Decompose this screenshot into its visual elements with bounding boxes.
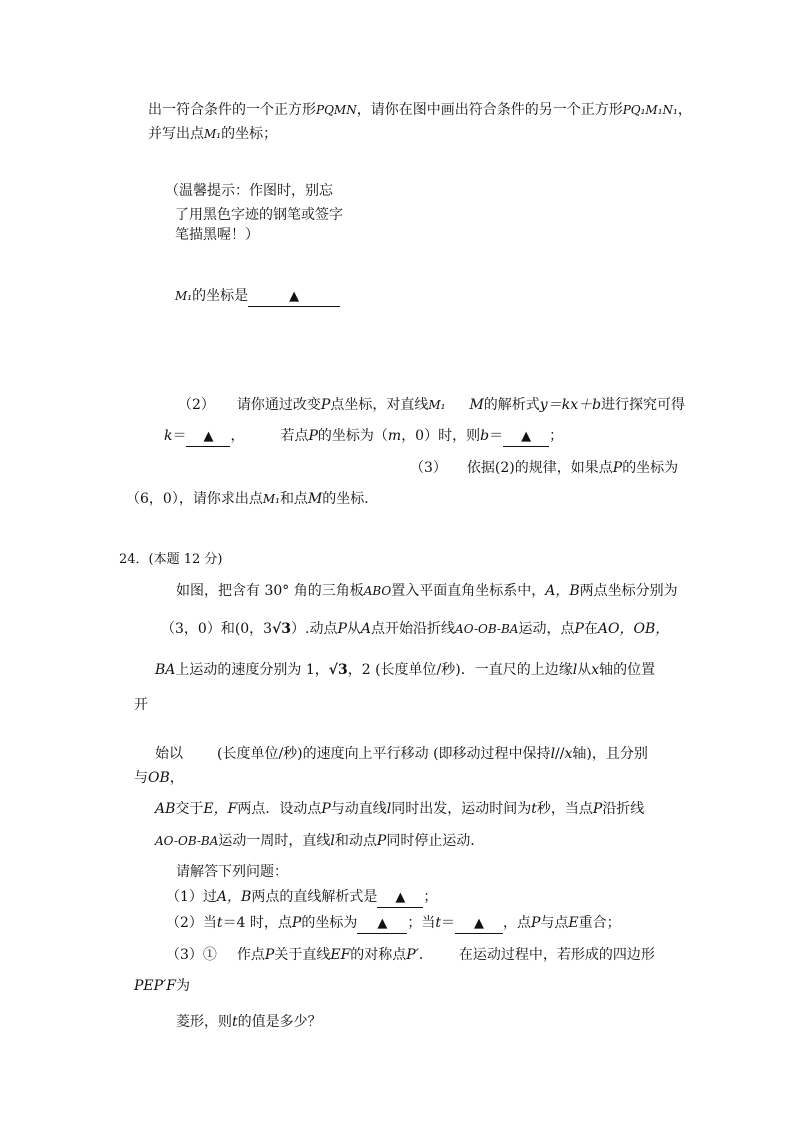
text: 两点坐标分别为 (579, 583, 678, 599)
text: 运动一周时，直线 (218, 833, 331, 849)
text: 和点 (279, 491, 308, 507)
text: 与点 (540, 915, 569, 931)
text: 从 (346, 621, 361, 637)
text: 的对称点 (350, 947, 407, 963)
text: 沿折线 (602, 801, 645, 817)
text: 的坐标是 (192, 288, 249, 304)
var-p: P (291, 915, 302, 931)
var-l: l (572, 662, 578, 678)
text: （6，0），请你求出点 (126, 491, 263, 507)
var-abo: ABO (363, 584, 392, 598)
var-p: P (612, 460, 623, 476)
top-line-2 (148, 125, 277, 143)
part2-line-1 (178, 396, 685, 414)
text: ，0）时，则 (401, 428, 481, 444)
hint-line-3: 笔描黑喔！） (175, 227, 259, 243)
text: 的值是多少？ (237, 1014, 322, 1030)
text: 从 (577, 662, 592, 678)
text: ＝4 时，点 (222, 915, 292, 931)
var-p: P (321, 801, 331, 817)
answer-blank[interactable]: ▲ (186, 428, 230, 447)
hint-line-2: 了用黑色字迹的钢笔或签字 (175, 207, 343, 223)
var-x: x (564, 746, 573, 762)
answer-blank[interactable]: ▲ (455, 915, 503, 934)
answer-blank[interactable]: ▲ (248, 288, 340, 307)
q24-line-3 (155, 661, 655, 679)
var-e: E (568, 915, 579, 931)
text: 同时出发，运动时间为 (391, 801, 532, 817)
q24-line-7 (155, 832, 484, 850)
text: 的解析式 (483, 397, 540, 413)
q24-sub-3-end (176, 1013, 322, 1031)
text: ）.动点 (291, 621, 338, 637)
text: ； (423, 889, 438, 905)
text: （3）① (166, 947, 217, 963)
var-quad: PEP′F (134, 978, 176, 994)
sqrt3: √3 (328, 662, 348, 678)
var-p: P (264, 947, 275, 963)
part3-line-1 (410, 459, 678, 477)
text: 若点 (280, 428, 309, 444)
var-b: b (480, 428, 490, 444)
q24-line-6 (155, 800, 644, 818)
var-p: P (574, 621, 584, 637)
q24-line-2 (161, 620, 669, 638)
part3-line-2 (126, 490, 378, 508)
text: 的坐标； (221, 126, 278, 142)
text: 秒，当点 (536, 801, 593, 817)
text: 依据(2)的规律，如果点 (466, 460, 613, 476)
text: 请你通过改变 (236, 397, 321, 413)
text: ；当 (407, 915, 436, 931)
text: 轴)，且分别 (572, 746, 648, 762)
text: 点坐标，对直线 (330, 397, 429, 413)
var-p-prime: P′ (406, 947, 419, 963)
var-path: AO-OB-BA (155, 834, 219, 848)
text: （3，0）和(0，3 (161, 621, 273, 637)
formula: y＝kx＋b (539, 397, 602, 413)
var-pqmn: PQMN (316, 103, 357, 117)
var-t: t (435, 915, 441, 931)
var-a: A (360, 621, 372, 637)
var-m1: M₁ (428, 398, 446, 412)
text: 在 (583, 621, 598, 637)
q24-sub-3-cont (134, 977, 190, 995)
text: ＝ (440, 915, 455, 931)
text: 为 (175, 978, 190, 994)
text: 交于 (175, 801, 204, 817)
text: 的坐标． (322, 491, 379, 507)
var-m1: M₁ (175, 289, 193, 303)
sqrt3: √3 (272, 621, 292, 637)
q24-sub-2 (166, 914, 621, 934)
answer-blank[interactable]: ▲ (377, 889, 423, 908)
var-x: x (591, 662, 600, 678)
var-m: M (307, 491, 323, 507)
var-ob: OB (148, 770, 170, 786)
text: 并写出点 (148, 126, 204, 142)
text: 两点．设动点 (237, 801, 322, 817)
text: 的坐标为（ (317, 428, 388, 444)
var-ef: EF (330, 947, 351, 963)
var-m1: M₁ (262, 492, 280, 506)
q24-intro: 请解答下列问题： (176, 864, 288, 880)
text: ． (418, 947, 433, 963)
text: （1）过 (166, 889, 217, 905)
var-p: P (320, 397, 331, 413)
text: （3） (410, 460, 447, 476)
q24-title: 24．(本题 12 分) (119, 552, 223, 567)
var-path: AO-OB-BA (455, 622, 519, 636)
q24-sub-3 (166, 946, 655, 964)
var-pq1m1n1: PQ₁M₁N₁ (622, 103, 678, 117)
text: 在运动过程中，若形成的四边形 (458, 947, 655, 963)
var-p: P (592, 801, 603, 817)
text: 上运动的速度分别为 1， (175, 662, 329, 678)
text: 置入平面直角坐标系中， (391, 583, 546, 599)
text: 轴的位置 (599, 662, 656, 678)
q24-line-5 (134, 769, 184, 787)
var-ba: BA (155, 662, 176, 678)
text: 菱形，则 (176, 1014, 232, 1030)
part2-line-2 (164, 427, 563, 447)
var-t: t (531, 801, 537, 817)
text: 出一符合条件的一个正方形 (148, 102, 316, 118)
text: （2）当 (166, 915, 217, 931)
var-k: k (164, 428, 173, 444)
text: ，点 (502, 915, 531, 931)
m1-answer-line (175, 287, 340, 307)
top-line-1 (148, 101, 692, 119)
text: 的坐标为 (301, 915, 358, 931)
text: 进行探究可得 (601, 397, 686, 413)
var-p: P (376, 833, 387, 849)
var-l: l (386, 801, 392, 817)
hint-line-1: （温馨提示：作图时，别忘 (165, 183, 333, 199)
text: 两点的直线解析式是 (251, 889, 378, 905)
answer-blank[interactable]: ▲ (503, 428, 549, 447)
text: ， (169, 770, 184, 786)
text: 作点 (236, 947, 265, 963)
var-p: P (337, 621, 347, 637)
text: ； (549, 428, 564, 444)
text: 重合； (578, 915, 621, 931)
var-t: t (232, 1014, 238, 1030)
var-l: l (550, 746, 556, 762)
q24-line-4 (155, 745, 648, 763)
text: 同时停止运动． (386, 833, 485, 849)
var-l: l (330, 833, 335, 849)
var-m1: M₁ (204, 127, 222, 141)
var-m: m (387, 428, 402, 444)
text: 始以 (155, 746, 183, 762)
text: 的坐标为 (622, 460, 679, 476)
var-p: P (530, 915, 541, 931)
text: ＝ (489, 428, 504, 444)
q24-line-1 (176, 582, 678, 600)
text: ＝ (172, 428, 187, 444)
text: ，请你在图中画出符合条件的另一个正方形 (356, 102, 623, 118)
var-m: M (469, 397, 484, 413)
text: 点开始沿折线 (371, 621, 456, 637)
text: (长度单位/秒)的速度向上平行移动 (即移动过程中保持 (217, 746, 551, 762)
text: 与 (134, 770, 148, 786)
text: （2） (178, 397, 215, 413)
parallel-symbol: // (555, 746, 565, 762)
var-ab: A，B (216, 889, 252, 905)
answer-blank[interactable]: ▲ (357, 915, 407, 934)
text: 与动直线 (330, 801, 387, 817)
text: ， (677, 102, 692, 118)
var-ab: AB (155, 801, 176, 817)
var-ab: A，B (545, 583, 580, 599)
text: 运动，点 (518, 621, 575, 637)
text: ， (230, 428, 245, 444)
q24-sub-1 (166, 888, 437, 908)
text: ，2 (长度单位/秒)．一直尺的上边缘 (347, 662, 573, 678)
text: 关于直线 (274, 947, 331, 963)
text: 和动点 (334, 833, 377, 849)
text: 如图，把含有 30° 角的三角板 (176, 583, 364, 599)
q24-kai: 开 (134, 697, 148, 713)
var-p: P (308, 428, 318, 444)
var-ao-ob: AO，OB， (597, 621, 670, 637)
var-ef: E，F (203, 801, 238, 817)
var-t: t (216, 915, 223, 931)
